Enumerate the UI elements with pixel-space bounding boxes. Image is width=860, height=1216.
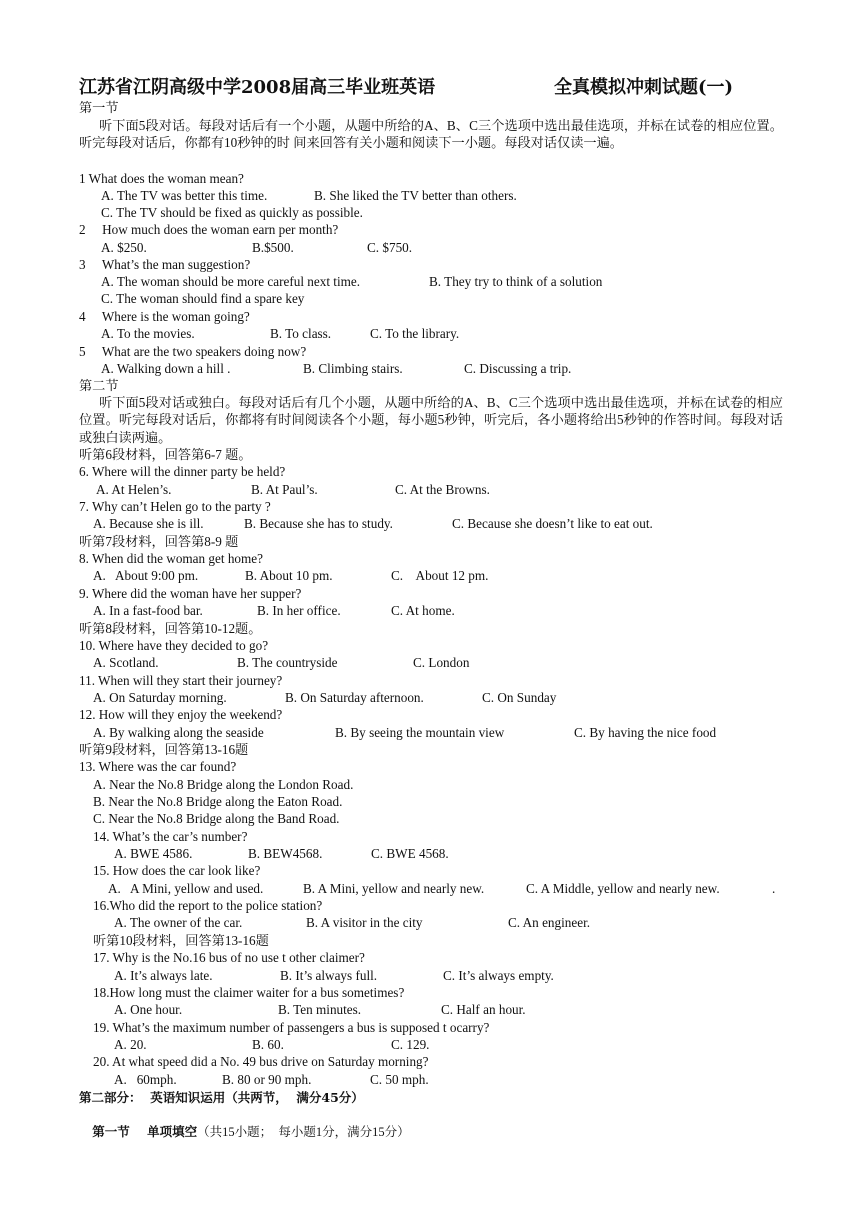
option-c: C. At the Browns. [395,481,490,497]
option-c: C. Half an hour. [441,1002,526,1018]
option-c: C. 50 mph. [370,1071,429,1087]
option-d: . [772,880,776,896]
option-a: A. Scotland. [93,655,159,671]
material-header: 听第9段材料，回答第13-16题 [79,741,249,757]
question-text: 12. How will they enjoy the weekend? [79,707,283,723]
q1-options-row1 [0,187,860,204]
q3-option-a: A. The woman should be more careful next time. [101,274,361,289]
material-header: 听第8段材料，回答第10-12题。 [79,620,262,636]
option-b: B. BEW4568. [248,846,323,862]
option-b: B. On Saturday afternoon. [285,689,424,705]
option-b: B. 60. [252,1036,284,1052]
question-text: 7. Why can’t Helen go to the party ? [79,499,271,515]
options-row [0,515,860,532]
exam-title-right: 全真模拟冲刺试题(一) [554,77,734,98]
option-a: A. The owner of the car. [114,915,243,931]
option-a: A. 60mph. [114,1071,177,1087]
q2-option-c: C. $750. [367,240,413,255]
exam-title-left: 江苏省江阴高级中学2008届高三毕业班英语 [79,77,436,98]
option-line: C. Near the No.8 Bridge along the Band Road. [93,811,340,827]
option-c: C. BWE 4568. [371,846,449,862]
material-header: 听第6段材料，回答第6-7 题。 [79,447,252,462]
option-a: A. 20. [114,1036,147,1052]
question-text: 15. How does the car look like? [93,863,261,879]
option-c: C. By having the nice food [574,724,717,740]
option-b: B. A visitor in the city [306,915,423,931]
options-row [0,845,860,862]
option-a: A. Because she is ill. [93,516,204,532]
options-row [0,654,860,671]
option-line: B. Near the No.8 Bridge along the Eaton Road. [93,794,343,809]
q2-option-b: B.$500. [252,240,294,255]
material-header: 听第7段材料，回答第8-9 题 [79,533,239,549]
option-b: B. A Mini, yellow and nearly new. [303,880,485,896]
question-text: 17. Why is the No.16 bus of no use t other claimer? [93,950,365,966]
options-row [0,689,860,706]
q4-text: 4 Where is the woman going? [79,309,250,324]
option-c: C. At home. [391,603,455,619]
q5-option-b: B. Climbing stairs. [303,361,403,376]
q5-text: 5 What are the two speakers doing now? [79,344,307,359]
option-b: B. The countryside [237,655,338,671]
q2-text: 2 How much does the woman earn per month? [79,222,339,237]
part2-subheading [79,1106,410,1158]
option-a: A. BWE 4586. [114,846,193,862]
q5-option-a: A. Walking down a hill . [101,361,231,376]
option-a: A. A Mini, yellow and used. [108,880,264,896]
option-a: A. About 9:00 pm. [93,568,199,584]
options-row [0,1071,860,1088]
question-text: 14. What’s the car’s number? [93,828,248,844]
section1-instructions: 听下面5段对话。每段对话后有一个小题，从题中所给的A、B、C三个选项中选出最佳选项，并标在试卷的相应位置。听完每段对话后，你都有10秒钟的时 间来回答有关小题和阅读下一小题。每段对话仅读一遍。 [79,118,783,151]
question-text: 19. What’s the maximum number of passengers a bus is supposed t ocarry? [93,1019,490,1035]
options-row [0,724,860,741]
q1-text: 1 What does the woman mean? [79,171,244,186]
q3-options-row1 [0,273,860,290]
q3-option-b: B. They try to think of a solution [429,274,603,289]
q1-option-b: B. She liked the TV better than others. [314,188,517,203]
options-row [0,880,860,897]
material-header: 听第10段材料，回答第13-16题 [93,932,269,948]
option-a: A. At Helen’s. [96,481,172,497]
part2-heading: 第二部分： 英语知识运用（共两节， 满分45分） [79,1090,364,1105]
q2-option-a: A. $250. [101,240,147,255]
option-a: A. On Saturday morning. [93,689,227,705]
exam-title [79,76,734,100]
option-b: B. About 10 pm. [245,568,333,584]
option-c: C. An engineer. [508,915,591,931]
question-text: 11. When will they start their journey? [79,672,283,688]
q5-option-c: C. Discussing a trip. [464,361,572,376]
question-text: 6. Where will the dinner party be held? [79,464,286,480]
question-text: 10. Where have they decided to go? [79,637,269,653]
q1-option-c: C. The TV should be fixed as quickly as possible. [101,205,363,220]
q5-options [0,360,860,377]
option-b: B. Because she has to study. [244,516,393,532]
option-b: B. At Paul’s. [251,481,318,497]
question-text: 20. At what speed did a No. 49 bus drive on Saturday morning? [93,1054,429,1070]
section2-heading: 第二节 [79,378,119,393]
q4-option-a: A. To the movies. [101,326,195,341]
q4-option-c: C. To the library. [370,326,460,341]
option-b: B. By seeing the mountain view [335,724,505,740]
option-c: C. On Sunday [482,689,557,705]
options-row [0,1036,860,1053]
option-c: C. About 12 pm. [391,568,489,584]
question-text: 9. Where did the woman have her supper? [79,585,302,601]
part2-subheading-scoring: （共15小题； 每小题1分，满分15分） [197,1125,410,1139]
option-a: A. In a fast-food bar. [93,603,203,619]
options-row [0,967,860,984]
q1-option-a: A. The TV was better this time. [101,188,268,203]
option-c: C. It’s always empty. [443,967,554,983]
q2-options [0,239,860,256]
options-row [0,1001,860,1018]
option-c: C. A Middle, yellow and nearly new. [526,880,720,896]
option-b: B. In her office. [257,603,341,619]
option-c: C. Because she doesn’t like to eat out. [452,516,653,532]
q4-options [0,325,860,342]
section2-instructions: 听下面5段对话或独白。每段对话后有几个小题，从题中所给的A、B、C三个选项中选出最佳选项，并标在试卷的相应位置。听完每段对话后，你都将有时间阅读各个小题，每小题5秒钟，听完后，各小题将给出5秒钟的作答时间。每段对话或独白读两遍。 [79,395,783,445]
question-text: 16.Who did the report to the police station? [93,898,323,914]
q3-option-c: C. The woman should find a spare key [101,291,305,306]
q3-text: 3 What’s the man suggestion? [79,257,251,272]
question-text: 8. When did the woman get home? [79,551,263,567]
question-text: 18.How long must the claimer waiter for a bus sometimes? [93,984,405,1000]
option-c: C. 129. [391,1036,430,1052]
option-b: B. 80 or 90 mph. [222,1071,312,1087]
question-text: 13. Where was the car found? [79,759,237,775]
options-row [0,602,860,619]
options-row [0,481,860,498]
option-c: C. London [413,655,470,671]
part2-subheading-title: 第一节 单项填空 [92,1124,198,1139]
options-row [0,914,860,931]
option-a: A. It’s always late. [114,967,213,983]
option-b: B. It’s always full. [280,967,378,983]
option-a: A. One hour. [114,1002,183,1018]
options-row [0,567,860,584]
option-line: A. Near the No.8 Bridge along the London Road. [93,776,354,792]
option-b: B. Ten minutes. [278,1002,362,1018]
section1-heading: 第一节 [79,100,119,115]
q4-option-b: B. To class. [270,326,332,341]
option-a: A. By walking along the seaside [93,724,264,740]
